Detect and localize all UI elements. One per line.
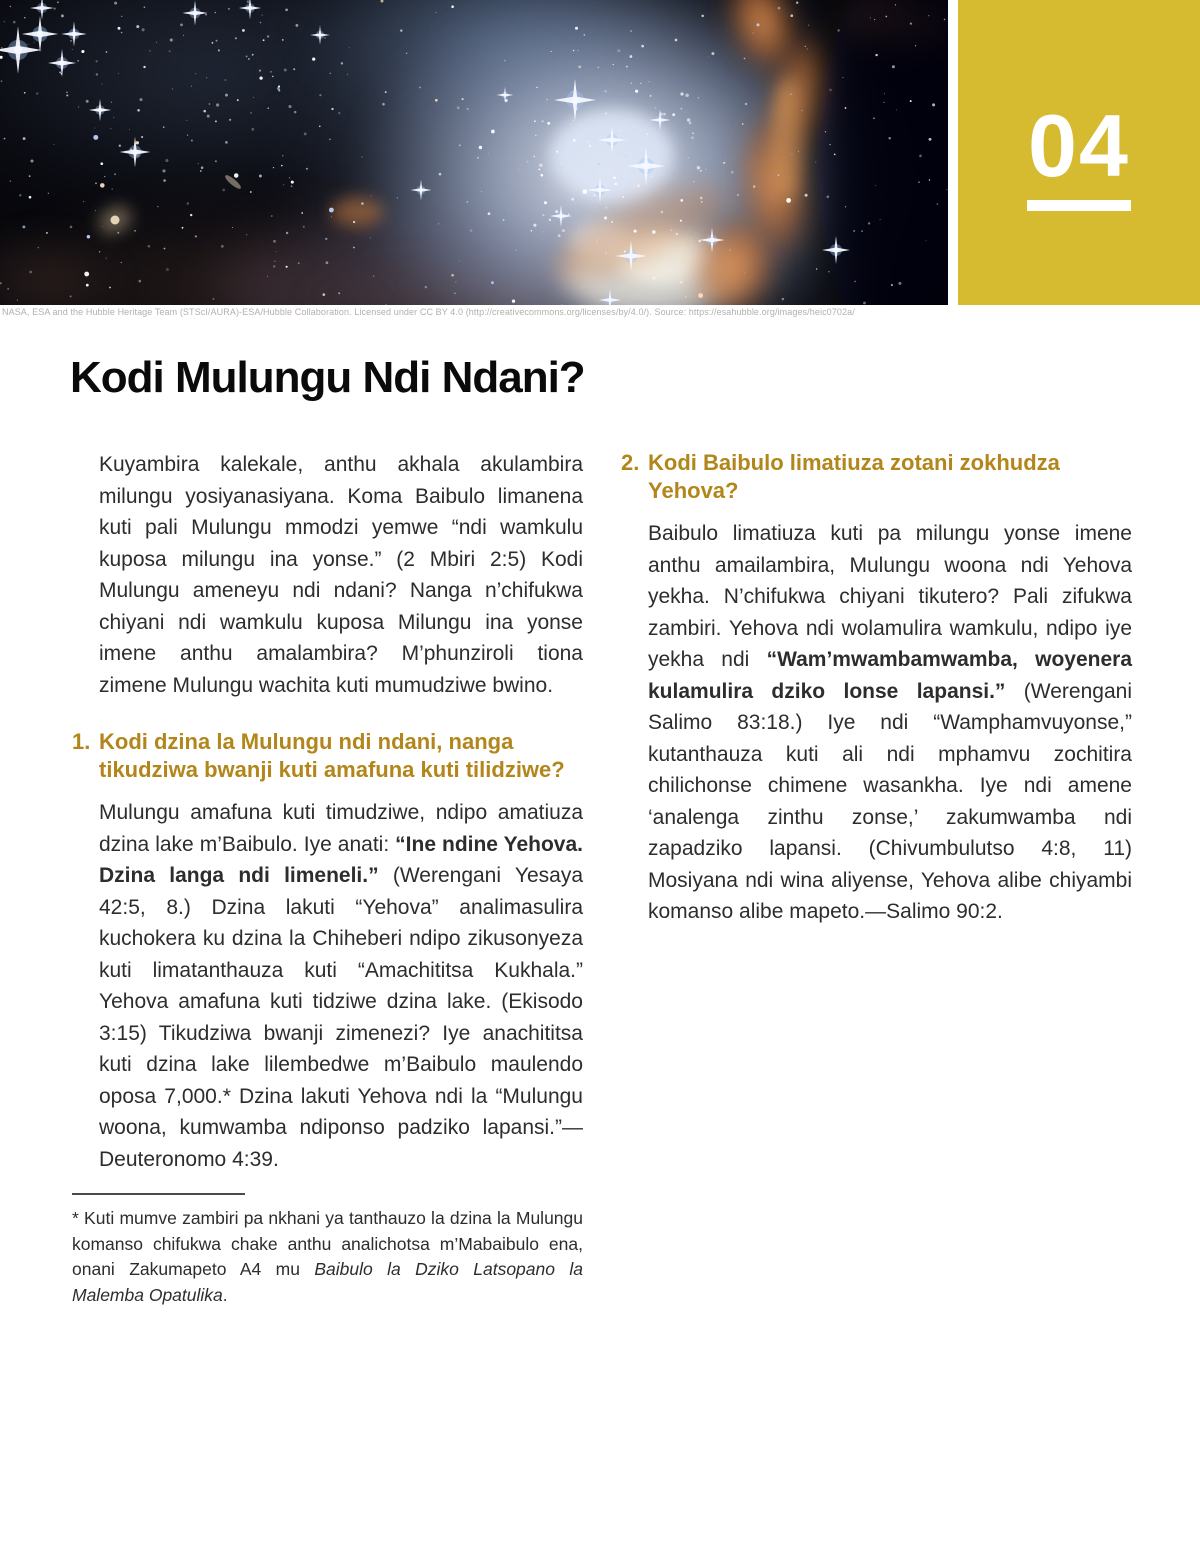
question-2-heading — [621, 449, 1132, 505]
question-1-text: Kodi dzina la Mulungu ndi ndani, nanga tikudziwa bwanji kuti amafuna kuti tilidziwe? — [99, 729, 565, 782]
footnote-text: * Kuti mumve zambiri pa nkhani ya tanthauzo la dzina la Mulungu komanso chifukwa chake anthu analichotsa m’Mabaibulo ena, onani Zakumapeto A4 mu Baibulo la Dziko Latsopano la Malemba Opatulika. — [72, 1208, 583, 1305]
question-1-heading — [72, 728, 583, 784]
question-1-number: 1. — [72, 729, 91, 754]
question-2-text: Kodi Baibulo limatiuza zotani zokhudza Yehova? — [648, 450, 1060, 503]
page-title: Kodi Mulungu Ndi Ndani? — [70, 353, 585, 402]
footnote-rule — [72, 1193, 245, 1195]
columns — [72, 449, 1132, 1308]
section-2-paragraph: Baibulo limatiuza kuti pa milungu yonse imene anthu amailambira, Mulungu woona ndi Yehova yekha. N’chifukwa chiyani tikutero? Pali zifukwa zambiri. Yehova ndi wolamulira wamkulu, ndipo iye yekha ndi “Wam’mwambamwamba, woyenera kulamulira dziko lonse lapansi.” (Werengani Salimo 83:18.) Iye ndi “Wamphamvuyonse,” kutanthauza kuti ali ndi mphamvu zochitira chilichonse chimene wasankha. Iye ndi amene ‘analenga zinthu zonse,’ zakumwamba ndi zapadziko lapansi. (Chivumbulutso 4:8, 11) Mosiyana ndi wina aliyense, Yehova alibe chiyambi komanso alibe mapeto.—Salimo 90:2. — [648, 522, 1133, 923]
lesson-number-badge — [958, 0, 1200, 305]
left-column — [72, 449, 583, 1308]
question-2-number: 2. — [621, 450, 640, 475]
intro-paragraph: Kuyambira kalekale, anthu akhala akulambira milungu yosiyanasiyana. Koma Baibulo limanena kuti pali Mulungu mmodzi yemwe “ndi wamkulu kuposa milungu ina yonse.” (2 Mbiri 2:5) Kodi Mulungu ameneyu ndi ndani? Nanga n’chifukwa chiyani ndi wamkulu kuposa Milungu ina yonse imene anthu amalambira? M’phunziroli tiona zimene Mulungu wachita kuti mumudziwe bwino. — [99, 453, 583, 697]
photo-credit: NASA, ESA and the Hubble Heritage Team (STScI/AURA)-ESA/Hubble Collaboration. Licensed under CC BY 4.0 (http://creativecommons.org/licenses/by/4.0/). Source: https://esahubble.org/images/heic0702a/ — [2, 307, 855, 317]
dark-dust-lane — [817, 0, 948, 305]
lesson-number-underline — [1027, 200, 1131, 211]
footnote — [72, 1193, 583, 1308]
nebula-photo — [0, 0, 948, 305]
section-1-paragraph: Mulungu amafuna kuti timudziwe, ndipo amatiuza dzina lake m’Baibulo. Iye anati: “Ine ndine Yehova. Dzina langa ndi limeneli.” (Werengani Yesaya 42:5, 8.) Dzina lakuti “Yehova” analimasulira kuchokera ku dzina la Chiheberi ndipo zikusonyeza kuti limatanthauza kuti “Amachititsa Kukhala.” Yehova amafuna kuti tidziwe dzina lake. (Ekisodo 3:15) Tikudziwa bwanji zimenezi? Iye anachititsa kuti dzina lake lilembedwe m’Baibulo maulendo oposa 7,000.* Dzina lakuti Yehova ndi la “Mulungu woona, kumwamba ndiponso padziko lapansi.”—Deuteronomo 4:39. — [99, 801, 583, 1171]
nebula-artwork — [0, 0, 948, 305]
right-column — [621, 449, 1132, 1308]
lesson-number: 04 — [1028, 96, 1130, 195]
